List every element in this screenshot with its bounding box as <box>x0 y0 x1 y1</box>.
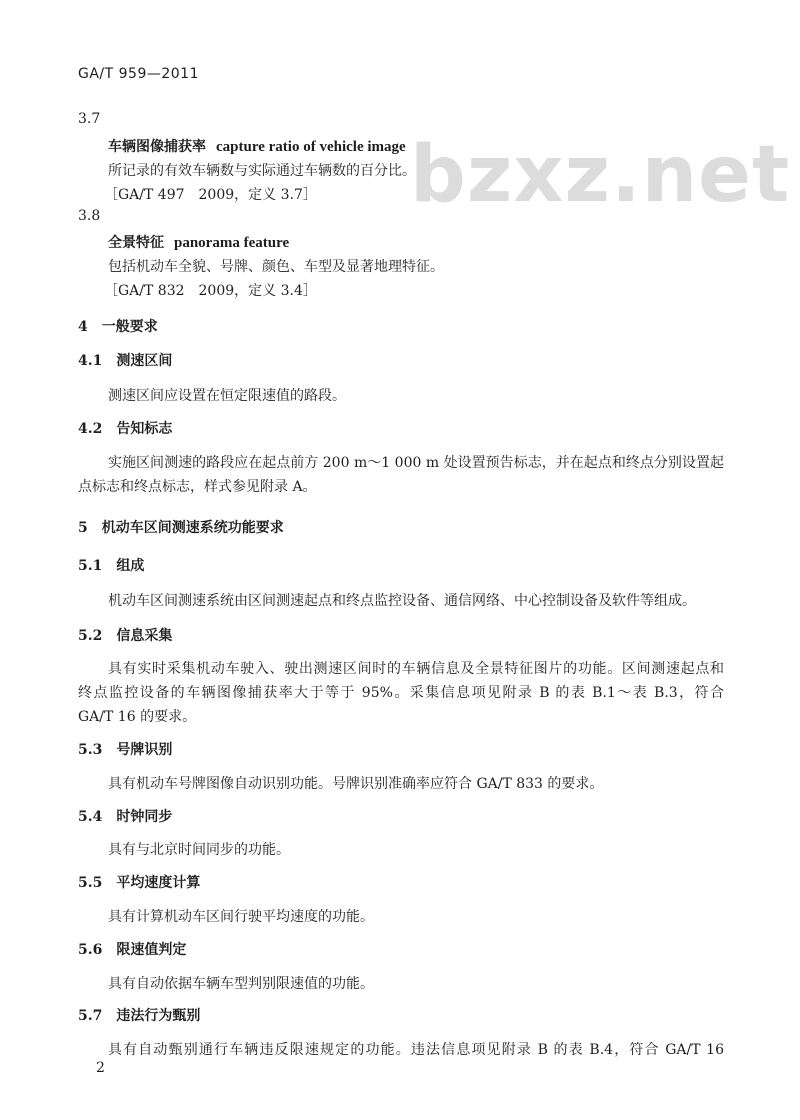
definition-text: 包括机动车全貌、号牌、颜色、车型及显著地理特征。 <box>108 259 444 275</box>
definition-source: ［GA/T 832 2009，定义 3.4］ <box>104 283 317 299</box>
clause-text-4-1: 测速区间应设置在恒定限速值的路段。 <box>108 388 346 404</box>
term-en: capture ratio of vehicle image <box>216 139 406 155</box>
definition-text: 所记录的有效车辆数与实际通过车辆数的百分比。 <box>108 163 416 179</box>
page-number: 2 <box>96 1060 105 1076</box>
clause-text-5-5: 具有计算机动车区间行驶平均速度的功能。 <box>108 909 374 925</box>
clause-text-5-4: 具有与北京时间同步的功能。 <box>108 842 290 858</box>
clause-heading-5-7: 5.7 违法行为甄别 <box>78 1008 201 1024</box>
clause-text-4-2-line-2: 点标志和终点标志，样式参见附录 A。 <box>78 479 317 495</box>
clause-heading-5-6: 5.6 限速值判定 <box>78 942 187 958</box>
clause-text-5-7: 具有自动甄别通行车辆违反限速规定的功能。违法信息项见附录 B 的表 B.4，符合 GA/T 16 <box>108 1042 724 1058</box>
clause-text-5-2-line-1: 具有实时采集机动车驶入、驶出测速区间时的车辆信息及全景特征图片的功能。区间测速起点和 <box>108 661 724 677</box>
clause-heading-4-2: 4.2 告知标志 <box>78 421 173 437</box>
term-zh: 车辆图像捕获率 <box>108 139 206 155</box>
clause-heading-5-2: 5.2 信息采集 <box>78 628 173 644</box>
term-en: panorama feature <box>174 235 290 251</box>
clause-text-5-1: 机动车区间测速系统由区间测速起点和终点监控设备、通信网络、中心控制设备及软件等组成。 <box>108 593 696 609</box>
clause-heading-4-1: 4.1 测速区间 <box>78 353 173 369</box>
definition-source: ［GA/T 497 2009，定义 3.7］ <box>104 187 317 203</box>
clause-number-3-7: 3.7 <box>78 111 101 127</box>
clause-heading-5-1: 5.1 组成 <box>78 558 145 574</box>
watermark: bzxz.net <box>410 130 791 220</box>
clause-heading-5-3: 5.3 号牌识别 <box>78 742 173 758</box>
section-heading-5: 5 机动车区间测速系统功能要求 <box>78 520 284 536</box>
clause-text-5-3: 具有机动车号牌图像自动识别功能。号牌识别准确率应符合 GA/T 833 的要求。 <box>108 776 604 792</box>
section-heading-4: 4 一般要求 <box>78 319 158 335</box>
clause-number-3-8: 3.8 <box>78 208 101 224</box>
term-entry-3-7 <box>108 136 406 156</box>
clause-text-4-2-line-1: 实施区间测速的路段应在起点前方 200 m～1 000 m 处设置预告标志，并在起点和终点分别设置起 <box>108 455 724 471</box>
clause-text-5-2-line-3: GA/T 16 的要求。 <box>78 709 197 725</box>
document-code-header: GA/T 959—2011 <box>78 66 199 82</box>
clause-text-5-6: 具有自动依据车辆车型判别限速值的功能。 <box>108 976 374 992</box>
clause-heading-5-4: 5.4 时钟同步 <box>78 809 173 825</box>
clause-heading-5-5: 5.5 平均速度计算 <box>78 875 201 891</box>
clause-text-5-2-line-2: 终点监控设备的车辆图像捕获率大于等于 95%。采集信息项见附录 B 的表 B.1～表 B.3，符合 <box>78 685 724 701</box>
term-zh: 全景特征 <box>108 235 164 251</box>
term-entry-3-8 <box>108 232 289 252</box>
